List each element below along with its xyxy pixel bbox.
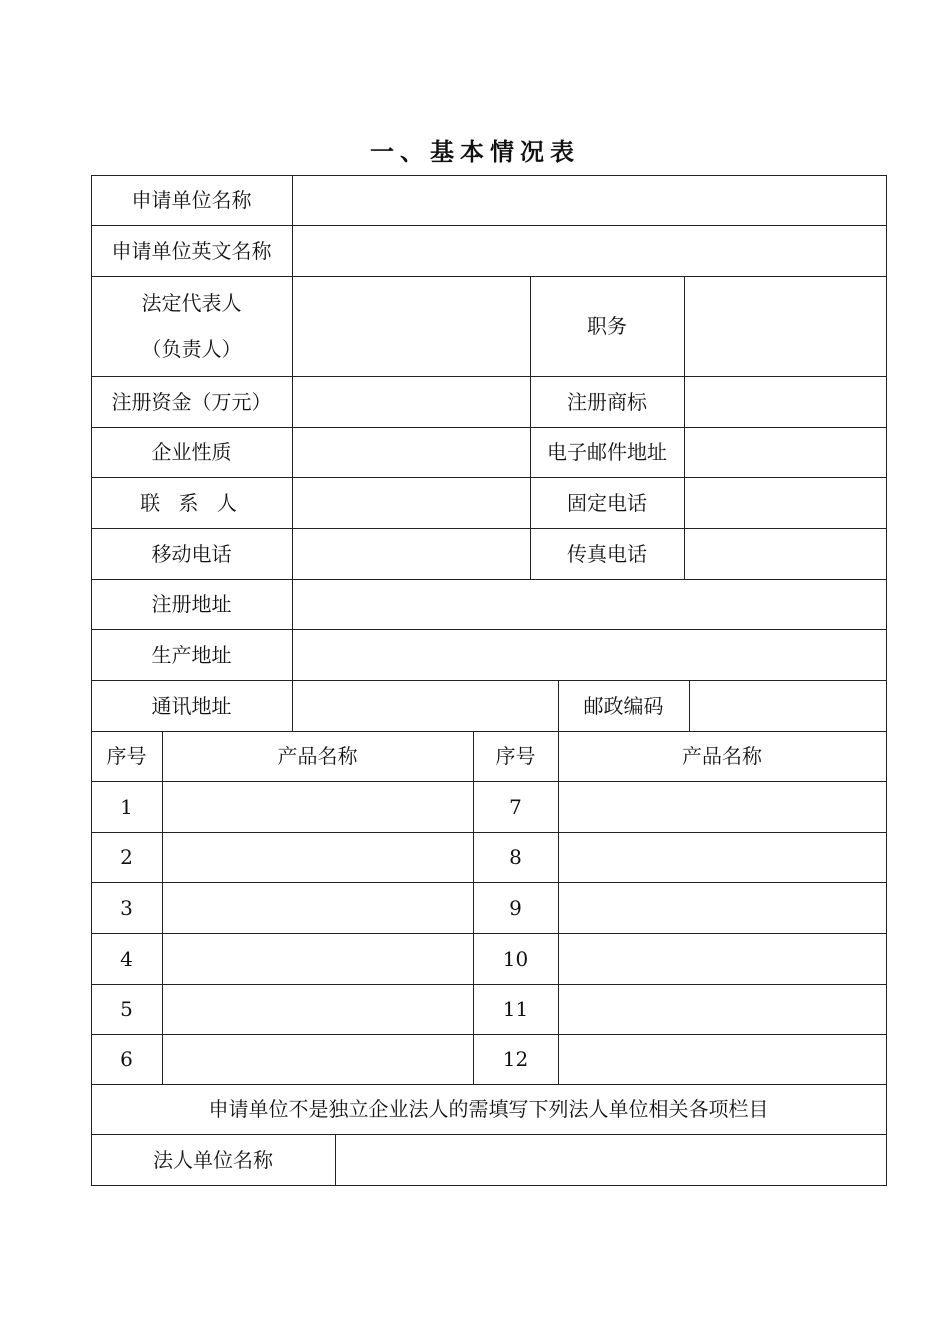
- contact-field[interactable]: [292, 477, 530, 528]
- mobile-label: 移动电话: [151, 541, 232, 566]
- postcode-field[interactable]: [689, 680, 886, 731]
- capital-label: 注册资金（万元）: [111, 389, 272, 414]
- reg-address-field[interactable]: [292, 579, 886, 629]
- position-label: 职务: [587, 314, 627, 338]
- trademark-field[interactable]: [684, 376, 886, 427]
- trademark-label: 注册商标: [567, 389, 647, 414]
- product-seq-cell: 11: [502, 997, 529, 1021]
- legal-rep-label: 法定代表人 （负责人）: [141, 291, 242, 361]
- legal-unit-note: 申请单位不是独立企业法人的需填写下列法人单位相关各项栏目: [208, 1097, 769, 1121]
- product-name-field[interactable]: [558, 882, 886, 933]
- legal-unit-name-field[interactable]: [335, 1134, 886, 1185]
- seq-header-left: 序号: [106, 744, 147, 768]
- page-title: 一、基本情况表: [370, 138, 580, 166]
- product-name-header-right: 产品名称: [682, 744, 762, 768]
- product-seq-cell: 7: [509, 794, 522, 819]
- prod-address-label: 生产地址: [151, 642, 232, 667]
- table-rule: [886, 175, 887, 1186]
- legal-unit-name-label: 法人单位名称: [153, 1147, 273, 1172]
- contact-label: 联 系 人: [140, 490, 243, 515]
- product-name-field[interactable]: [162, 832, 473, 882]
- seq-header-right: 序号: [495, 744, 536, 768]
- product-name-header-left: 产品名称: [277, 744, 358, 768]
- product-name-field[interactable]: [558, 984, 886, 1034]
- nature-field[interactable]: [292, 427, 530, 477]
- fax-field[interactable]: [684, 528, 886, 579]
- mail-address-label: 通讯地址: [151, 693, 232, 718]
- org-name-field[interactable]: [292, 175, 886, 225]
- product-name-field[interactable]: [558, 933, 886, 984]
- phone-label: 固定电话: [567, 490, 647, 515]
- product-name-field[interactable]: [558, 832, 886, 882]
- phone-field[interactable]: [684, 477, 886, 528]
- postcode-label: 邮政编码: [583, 693, 664, 718]
- product-seq-cell: 5: [120, 997, 133, 1021]
- product-name-field[interactable]: [162, 882, 473, 933]
- product-seq-cell: 4: [120, 946, 133, 971]
- product-seq-cell: 10: [502, 946, 529, 971]
- org-name-en-label: 申请单位英文名称: [111, 238, 272, 263]
- email-label: 电子邮件地址: [547, 440, 667, 464]
- org-name-en-field[interactable]: [292, 225, 886, 276]
- mobile-field[interactable]: [292, 528, 530, 579]
- product-seq-cell: 3: [120, 895, 133, 920]
- product-name-field[interactable]: [162, 781, 473, 832]
- legal-rep-field[interactable]: [292, 276, 530, 376]
- product-seq-cell: 1: [120, 794, 133, 819]
- product-seq-cell: 12: [502, 1047, 529, 1071]
- product-name-field[interactable]: [558, 781, 886, 832]
- prod-address-field[interactable]: [292, 629, 886, 680]
- reg-address-label: 注册地址: [151, 592, 232, 616]
- table-rule: [91, 1185, 887, 1186]
- mail-address-field[interactable]: [292, 680, 558, 731]
- nature-label: 企业性质: [151, 440, 232, 464]
- org-name-label: 申请单位名称: [131, 188, 252, 212]
- position-field[interactable]: [684, 276, 886, 376]
- product-name-field[interactable]: [558, 1034, 886, 1084]
- product-seq-cell: 2: [120, 845, 133, 869]
- product-name-field[interactable]: [162, 1034, 473, 1084]
- product-name-field[interactable]: [162, 933, 473, 984]
- capital-field[interactable]: [292, 376, 530, 427]
- fax-label: 传真电话: [567, 541, 647, 566]
- product-seq-cell: 8: [509, 845, 522, 869]
- product-name-field[interactable]: [162, 984, 473, 1034]
- product-seq-cell: 6: [120, 1047, 133, 1071]
- email-field[interactable]: [684, 427, 886, 477]
- product-seq-cell: 9: [509, 895, 522, 920]
